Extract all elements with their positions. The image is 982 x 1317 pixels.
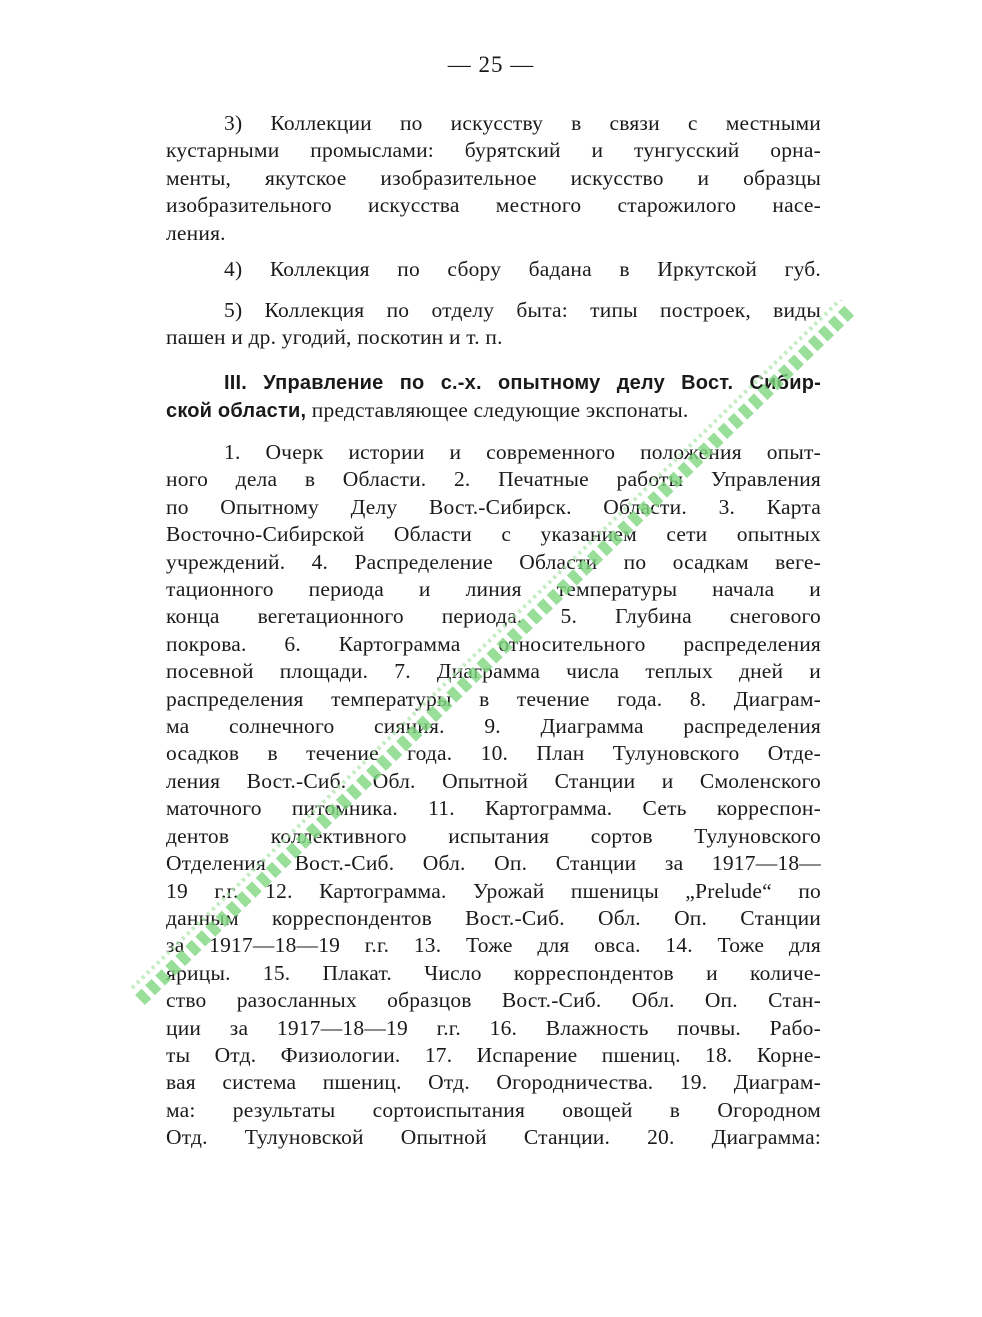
section-title-continuation: ской области, bbox=[166, 400, 307, 423]
page-number: — 25 — bbox=[447, 52, 535, 77]
text-line: ного дела в Области. 2. Печатные работы Управления bbox=[166, 467, 821, 492]
text-line: менты, якутское изобразительное искусство и образцы bbox=[166, 165, 821, 190]
text-line: Отд. Тулуновской Опытной Станции. 20. Диаграмма: bbox=[166, 1125, 821, 1150]
section-heading-iii bbox=[166, 370, 821, 426]
text-line: ство разосланных образцов Вост.-Сиб. Обл. Оп. Стан- bbox=[166, 988, 821, 1013]
text-line: 19 г.г. 12. Картограмма. Урожай пшеницы „Prelude“ по bbox=[166, 878, 821, 903]
text-line: тационного периода и линия температуры начала и bbox=[166, 577, 821, 602]
text-line: ма: результаты сортоиспытания овощей в Огородном bbox=[166, 1097, 821, 1122]
text-line bbox=[166, 397, 821, 425]
text-line: посевной площади. 7. Диаграмма числа теплых дней и bbox=[166, 659, 821, 684]
paragraph-collections-art bbox=[166, 110, 821, 247]
text-line: ты Отд. Физиологии. 17. Испарение пшениц. 18. Корне- bbox=[166, 1042, 821, 1067]
text-line: по Опытному Делу Вост.-Сибирск. Области. 3. Карта bbox=[166, 494, 821, 519]
text-line: данным корреспондентов Вост.-Сиб. Обл. Оп. Станции bbox=[166, 905, 821, 930]
exhibits-list-paragraph bbox=[166, 439, 821, 1152]
text-line: за 1917—18—19 г.г. 13. Тоже для овса. 14. Тоже для bbox=[166, 933, 821, 958]
text-line: 1. Очерк истории и современного положения опыт- bbox=[224, 440, 821, 464]
text-line: учреждений. 4. Распределение Области по осадкам веге- bbox=[166, 549, 821, 574]
text-line: ления Вост.-Сиб. Обл. Опытной Станции и Смоленского bbox=[166, 768, 821, 793]
text-line: маточного питомника. 11. Картограмма. Сеть корреспон- bbox=[166, 796, 821, 821]
paragraph-collection-badan bbox=[166, 256, 821, 283]
text-line: ма солнечного сияния. 9. Диаграмма распределения bbox=[166, 714, 821, 739]
text-line: Отделения Вост.-Сиб. Обл. Оп. Станции за 1917—18— bbox=[166, 851, 821, 876]
text-line: ции за 1917—18—19 г.г. 16. Влажность почвы. Рабо- bbox=[166, 1015, 821, 1040]
text-line: изобразительного искусства местного старожилого насе- bbox=[166, 193, 821, 218]
section-title: III. Управление по с.-х. опытному делу Вост. Сибир- bbox=[224, 372, 821, 394]
text-line: Восточно-Сибирской Области с указанием сети опытных bbox=[166, 522, 821, 547]
text-line: ярицы. 15. Плакат. Число корреспондентов и количе- bbox=[166, 960, 821, 985]
text-line: конца вегетационного периода. 5. Глубина снегового bbox=[166, 604, 821, 629]
text-line: ления. bbox=[166, 220, 226, 245]
text-line: дентов коллективного испытания сортов Тулуновского bbox=[166, 823, 821, 848]
text-line: 4) Коллекция по сбору бадана в Иркутской губ. bbox=[224, 257, 821, 281]
section-intro-text: представляющее следующие экспонаты. bbox=[306, 398, 689, 423]
text-line: пашен и др. угодий, поскотин и т. п. bbox=[166, 325, 503, 350]
text-line: распределения температуры в течение года. 8. Диаграм- bbox=[166, 686, 821, 711]
text-line: осадков в течение года. 10. План Тулуновского Отде- bbox=[166, 741, 821, 766]
text-line: кустарными промыслами: бурятский и тунгусский орна- bbox=[166, 138, 821, 163]
text-line: 5) Коллекция по отделу быта: типы построек, виды bbox=[224, 298, 821, 322]
text-line: вая система пшениц. Отд. Огородничества. 19. Диаграм- bbox=[166, 1070, 821, 1095]
paragraph-collection-household bbox=[166, 297, 821, 352]
text-line: 3) Коллекции по искусству в связи с местными bbox=[224, 111, 821, 135]
text-line: покрова. 6. Картограмма относительного распределения bbox=[166, 631, 821, 656]
